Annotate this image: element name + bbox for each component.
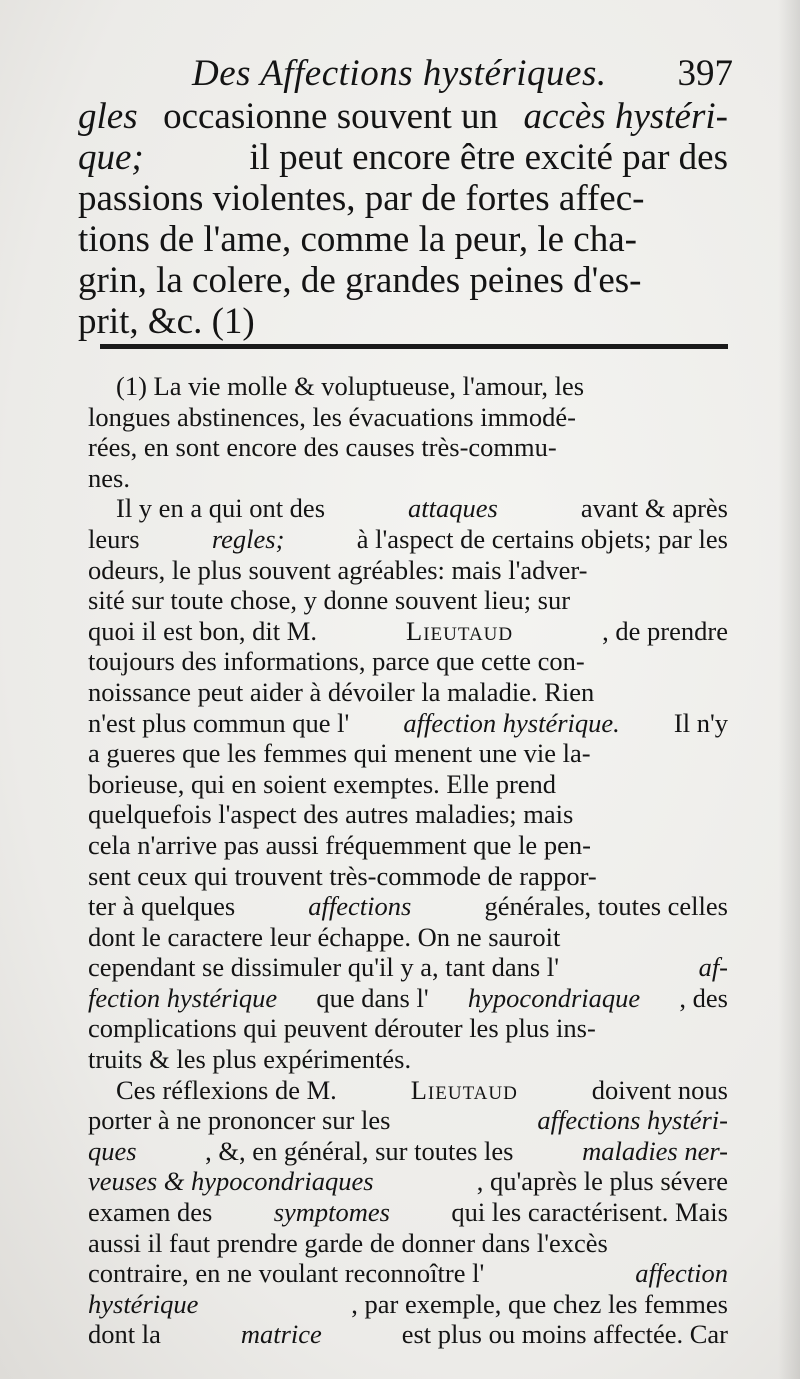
footnote-line	[88, 585, 728, 616]
text-segment: , de prendre	[602, 615, 728, 646]
text-segment: Lieutaud	[406, 615, 514, 646]
text-segment: sité sur toute chose, y donne souvent lieu; sur	[88, 585, 571, 616]
text-segment: générales, toutes celles	[484, 891, 728, 922]
footnote-line	[88, 952, 728, 983]
text-segment: fection hystérique	[88, 982, 278, 1013]
text-segment: tions de l'ame, comme la peur, le cha-	[78, 219, 637, 260]
footnote-line	[88, 1228, 728, 1259]
text-segment: (1) La vie molle & voluptueuse, l'amour, les	[116, 371, 585, 401]
text-segment: borieuse, qui en soient exemptes. Elle prend	[88, 768, 557, 799]
text-segment: truits & les plus expérimentés.	[88, 1044, 412, 1075]
text-segment: dont le caractere leur échappe. On ne sauroit	[88, 921, 561, 952]
footnote-line	[88, 402, 728, 433]
text-segment: accès hystéri-	[523, 96, 728, 137]
text-segment: porter à ne prononcer sur les	[88, 1105, 391, 1136]
footnote-line	[88, 769, 728, 800]
footnote-line	[88, 983, 728, 1014]
text-segment: , des	[679, 982, 728, 1013]
text-line	[78, 137, 728, 178]
text-segment: cela n'arrive pas aussi fréquemment que le pen-	[88, 829, 591, 860]
text-segment: leurs	[88, 523, 140, 554]
footnote-line	[88, 432, 728, 463]
footnote-line	[88, 524, 728, 555]
text-segment: est plus ou moins affectée. Car	[401, 1319, 728, 1350]
footnote-line	[88, 799, 728, 830]
text-segment: rées, en sont encore des causes très-commu-	[88, 432, 557, 463]
text-segment: cependant se dissimuler qu'il y a, tant dans l'	[88, 952, 559, 983]
page-number: 397	[677, 53, 733, 94]
text-segment: , &, en général, sur toutes les	[205, 1135, 514, 1166]
text-segment: sent ceux qui trouvent très-commode de rappor-	[88, 860, 597, 891]
page-gutter-shadow	[778, 0, 800, 1379]
footnote-line	[88, 1013, 728, 1044]
text-segment: examen des	[88, 1197, 213, 1228]
text-segment: Lieutaud	[410, 1074, 518, 1105]
text-segment: noissance peut aider à dévoiler la maladie. Rien	[88, 676, 595, 707]
text-segment: , par exemple, que chez les femmes	[351, 1288, 728, 1319]
footnote-line	[88, 738, 728, 769]
text-segment: veuses & hypocondriaques	[88, 1166, 374, 1197]
page-header	[192, 52, 737, 100]
text-segment: dont la	[88, 1319, 161, 1350]
footnote-line	[88, 677, 728, 708]
text-segment: Ces réflexions de M.	[116, 1074, 337, 1105]
text-segment: matrice	[240, 1319, 322, 1350]
text-segment: hystérique	[88, 1288, 199, 1319]
footnote-line	[88, 830, 728, 861]
text-segment: affections hystéri-	[537, 1105, 728, 1136]
text-segment: toujours des informations, parce que cette con-	[88, 646, 585, 677]
text-segment: il peut encore être excité par des	[249, 137, 728, 178]
text-segment: maladies ner-	[582, 1135, 728, 1166]
text-segment: prit, &c. (1)	[78, 301, 255, 342]
text-segment: aussi il faut prendre garde de donner dans l'excès	[88, 1227, 608, 1258]
text-segment: affection hystérique.	[403, 707, 620, 738]
text-segment: affection	[635, 1258, 728, 1289]
footnote-line	[88, 371, 728, 402]
text-segment: hypocondriaque	[467, 982, 641, 1013]
text-segment: n'est plus commun que l'	[88, 707, 350, 738]
text-segment: a gueres que les femmes qui menent une vie la-	[88, 738, 591, 769]
text-segment: gles	[78, 96, 138, 137]
footnote-line	[88, 1166, 728, 1197]
footnote-line	[88, 708, 728, 739]
footnote-block	[88, 371, 728, 1350]
footnote-line	[88, 1105, 728, 1136]
text-segment: af-	[698, 952, 728, 983]
text-segment: Il n'y	[673, 707, 728, 738]
text-segment: à l'aspect de certains objets; par les	[356, 523, 728, 554]
text-segment: occasionne souvent un	[163, 96, 499, 137]
text-segment: contraire, en ne voulant reconnoître l'	[88, 1258, 485, 1289]
text-segment: nes.	[88, 462, 130, 493]
footnote-line	[88, 1075, 728, 1106]
text-segment: Il y en a qui ont des	[116, 493, 326, 524]
text-segment: affections	[308, 891, 412, 922]
text-segment: que;	[78, 137, 144, 178]
footnote-line	[88, 1197, 728, 1228]
text-segment: ter à quelques	[88, 891, 236, 922]
text-line	[78, 301, 728, 342]
footnote-line	[88, 1044, 728, 1075]
text-segment: ques	[88, 1135, 137, 1166]
text-segment: regles;	[211, 523, 285, 554]
text-segment: complications qui peuvent dérouter les plus ins-	[88, 1013, 596, 1044]
footnote-line	[88, 1319, 728, 1350]
main-text-block	[78, 96, 728, 342]
text-segment: , qu'après le plus sévere	[476, 1166, 728, 1197]
footnote-line	[88, 646, 728, 677]
footnote-line	[88, 1289, 728, 1320]
text-line	[78, 260, 728, 301]
text-segment: passions violentes, par de fortes affec-	[78, 178, 645, 219]
footnote-line	[88, 493, 728, 524]
footnote-line	[88, 861, 728, 892]
footnote-line	[88, 922, 728, 953]
text-segment: quoi il est bon, dit M.	[88, 615, 317, 646]
footnote-rule	[100, 344, 728, 349]
text-line	[78, 219, 728, 260]
text-line	[78, 96, 728, 137]
text-segment: quelquefois l'aspect des autres maladies; mais	[88, 799, 574, 830]
text-segment: odeurs, le plus souvent agréables: mais l'adver-	[88, 554, 588, 585]
footnote-line	[88, 463, 728, 494]
footnote-line	[88, 1136, 728, 1167]
text-segment: grin, la colere, de grandes peines d'es-	[78, 260, 642, 301]
text-segment: que dans l'	[316, 982, 429, 1013]
footnote-line	[88, 616, 728, 647]
text-segment: doivent nous	[591, 1074, 728, 1105]
text-segment: avant & après	[580, 493, 728, 524]
footnote-line	[88, 891, 728, 922]
text-segment: symptomes	[273, 1197, 390, 1228]
running-title: Des Affections hystériques.	[192, 53, 607, 94]
text-line	[78, 178, 728, 219]
text-segment: attaques	[408, 493, 498, 524]
footnote-line	[88, 555, 728, 586]
footnote-line	[88, 1258, 728, 1289]
text-segment: qui les caractérisent. Mais	[451, 1197, 728, 1228]
text-segment: longues abstinences, les évacuations immodé-	[88, 401, 576, 432]
